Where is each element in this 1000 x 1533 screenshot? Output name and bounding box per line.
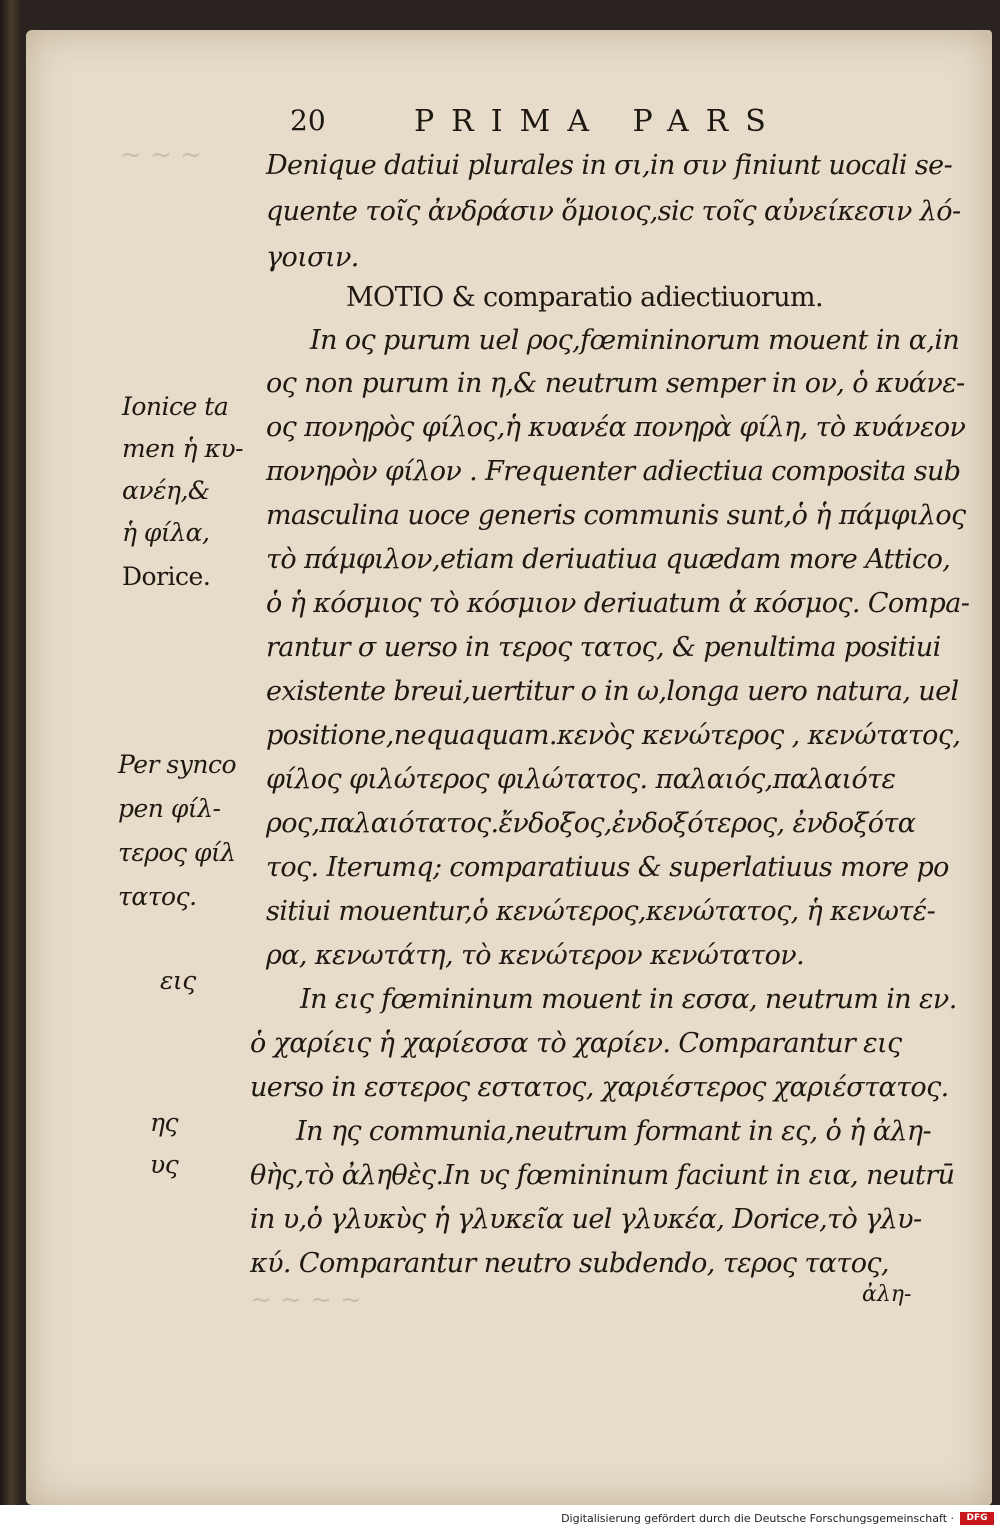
- footer-credit: Digitalisierung gefördert durch die Deutsche Forschungsgemeinschaft ·: [561, 1512, 954, 1525]
- body-line: rantur σ uerso in τερος τατος, & penultima positiui: [266, 632, 941, 663]
- running-title: PRIMA PARS: [414, 104, 783, 139]
- body-line: Denique datiui plurales in σι,in σιν finiunt uocali se-: [266, 150, 953, 181]
- body-line: κύ. Comparantur neutro subdendo, τερος τατος,: [250, 1248, 889, 1279]
- margin-note-ionic: ανέη,&: [122, 476, 210, 505]
- margin-note-ionic: Ionice ta: [122, 392, 229, 421]
- body-line: sitiui mouentur,ὁ κενώτερος,κενώτατος, ἡ κενωτέ-: [266, 896, 936, 927]
- body-line: πονηρὸν φίλον . Frequenter adiectiua composita sub: [266, 456, 961, 487]
- margin-note-ionic: men ἡ κυ-: [122, 434, 244, 463]
- body-line: masculina uoce generis communis sunt,ὁ ἡ πάμφιλος: [266, 500, 966, 531]
- body-line: quente τοῖς ἀνδράσιν ὅμοιος,sic τοῖς αὐνείκεσιν λό-: [266, 196, 961, 227]
- body-line: τὸ πάμφιλον,etiam deriuatiua quædam more Attico,: [266, 544, 951, 575]
- margin-note-syncope: τατος.: [118, 882, 197, 911]
- body-line: θὴς,τὸ ἀληθὲς.In υς fœmininum faciunt in εια, neutrū: [250, 1160, 955, 1191]
- dfg-logo-icon: DFG: [960, 1512, 994, 1525]
- bleed-through-mark: ~ ~ ~: [120, 140, 202, 170]
- margin-keyword-es: ης: [150, 1108, 178, 1137]
- body-line: γοισιν.: [266, 242, 359, 273]
- body-line: ὁ χαρίεις ἡ χαρίεσσα τὸ χαρίεν. Comparantur εις: [250, 1028, 902, 1059]
- body-line: ος non purum in η,& neutrum semper in ον, ὁ κυάνε-: [266, 368, 965, 399]
- body-line: positione,nequaquam.κενὸς κενώτερος , κενώτατος,: [266, 720, 961, 751]
- body-line: In ος purum uel ρος,fœmininorum mouent in α,in: [310, 325, 960, 356]
- section-heading: MOTIO & comparatio adiectiuorum.: [346, 282, 824, 313]
- catchword: ἀλη-: [862, 1282, 912, 1307]
- book-binding: [0, 0, 22, 1533]
- digitization-footer: [0, 1505, 1000, 1533]
- margin-note-ionic: ἡ φίλα,: [122, 518, 210, 547]
- body-line: τος. Iterumq; comparatiuus & superlatiuus more po: [266, 852, 949, 883]
- body-line: in υ,ὁ γλυκὺς ἡ γλυκεῖα uel γλυκέα, Dorice,τὸ γλυ-: [250, 1204, 922, 1235]
- body-line: In ης communia,neutrum formant in ες, ὁ ἡ ἀλη-: [296, 1116, 931, 1147]
- margin-note-syncope: τερος φίλ: [118, 838, 236, 867]
- margin-note-syncope: Per synco: [118, 750, 236, 779]
- page-number: 20: [290, 104, 326, 137]
- body-line: φίλος φιλώτερος φιλώτατος. παλαιός,παλαιότε: [266, 764, 896, 795]
- body-line: uerso in εστερος εστατος, χαριέστερος χαριέστατος.: [250, 1072, 949, 1103]
- body-line: ος πονηρὸς φίλος,ἡ κυανέα πονηρὰ φίλη, τὸ κυάνεον: [266, 412, 966, 443]
- body-line: ὁ ἡ κόσμιος τὸ κόσμιον deriuatum ἀ κόσμος. Compa-: [266, 588, 970, 619]
- body-line: ρος,παλαιότατος.ἔνδοξος,ἐνδοξότερος, ἐνδοξότα: [266, 808, 916, 839]
- margin-note-ionic: Dorice.: [122, 562, 211, 591]
- body-line: existente breui,uertitur ο in ω,longa uero natura, uel: [266, 676, 959, 707]
- margin-keyword-us: υς: [150, 1150, 179, 1179]
- body-line: In εις fœmininum mouent in εσσα, neutrum in εν.: [300, 984, 957, 1015]
- margin-keyword-eis: εις: [160, 966, 196, 995]
- body-line: ρα, κενωτάτη, τὸ κενώτερον κενώτατον.: [266, 940, 805, 971]
- margin-note-syncope: pen φίλ-: [118, 794, 221, 823]
- bleed-through-mark: ~ ~ ~ ~: [250, 1285, 362, 1315]
